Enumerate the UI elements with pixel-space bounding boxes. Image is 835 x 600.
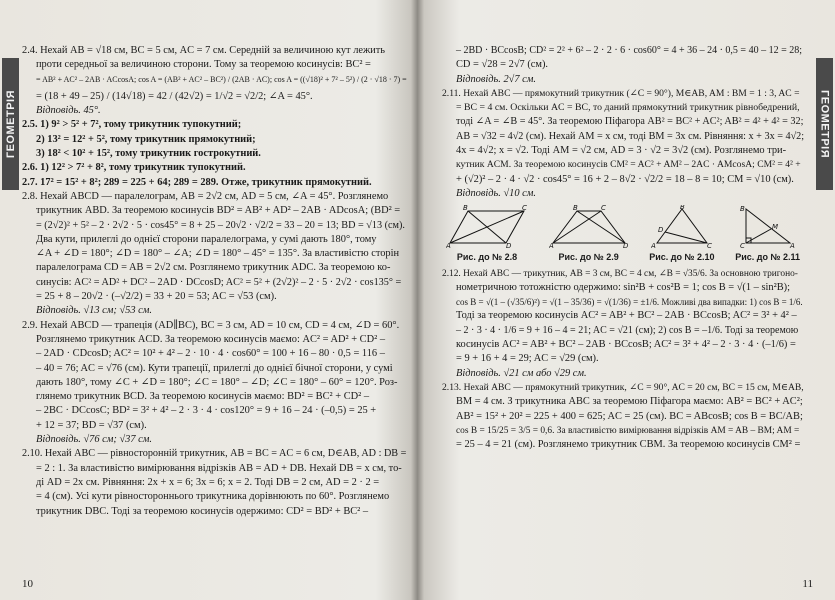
svg-text:C: C [739, 242, 745, 250]
text-line: – 2 · 3 · 4 · 1/6 = 9 + 16 – 4 = 21; AC = √21 (см); 2) cos B = –1/6. Тоді за теоремою [456, 324, 799, 336]
right-page-text [442, 44, 804, 452]
left-page-text [22, 44, 408, 519]
text-line: – 2BD · BCcosB; CD² = 2² + 6² – 2 · 2 · 6 · cos60° = 4 + 36 – 24 · 0,5 = 40 – 12 = 28; [456, 45, 802, 56]
svg-text:D: D [657, 226, 664, 235]
right-triangle-figure [738, 205, 798, 249]
text-line: паралелограма CD = AB = 2√2 см. Розглянемо трикутник ADC. За теоремою ко- [36, 262, 391, 274]
text-line: синусів: AC² = AD² + DC² – 2AD · DCcosD; AC² = 5² + (2√2)² – 2 · 5 · 2√2 · cos135° = [36, 276, 402, 288]
right-page [418, 0, 835, 600]
answer-line: Відповідь. √10 см. [456, 187, 536, 199]
text-line: 2.6. 1) 12² > 7² + 8², тому трикутник тупокутний. [22, 162, 246, 174]
svg-text:C: C [706, 242, 712, 250]
figure-caption: Рис. до № 2.10 [649, 252, 715, 263]
text-line: нометричною тотожністю одержимо: sin²B + cos²B = 1; cos B = √(1 – sin²B); [456, 281, 790, 293]
text-line: AB = √32 = 4√2 (см). Нехай AM = x см, тоді BM = 3x см. Рівняння: x + 3x = 4√2; [456, 130, 805, 142]
text-line: 2.8. Нехай ABCD — паралелограм, AB = 2√2 см, AD = 5 см, ∠A = 45°. Розглянемо [22, 190, 389, 202]
text-line: 2.13. Нехай ABC — прямокутний трикутник, ∠C = 90°, AC = 20 см, BC = 15 см, M∈AB, [442, 381, 804, 393]
text-line: cos B = 15/25 = 3/5 = 0,6. За властивістю вимірювання відрізків AM = AB – BM; AM = [456, 425, 800, 436]
svg-text:A: A [446, 242, 451, 250]
figure-2-11 [735, 205, 800, 264]
text-line: = 9 + 16 + 4 = 29; AC = √29 (см). [456, 353, 599, 365]
svg-text:D: D [506, 242, 512, 250]
text-line: косинусів AC² = AB² + BC² – 2AB · BCcosB; AC² = 3² + 4² – 2 · 3 · 4 · (–1/6) = [456, 339, 796, 351]
text-line: кутник ACM. За теоремою косинусів CM² = AC² + AM² – 2AC · AMcosA; CM² = 4² + [456, 159, 801, 171]
section-tab-label: ГЕОМЕТРІЯ [818, 89, 831, 159]
text-line: – 40 = 76; AC = √76 (см). Кути трапеції, прилеглі до однієї бічної сторони, у сумі [36, 362, 393, 374]
page-number-left: 10 [22, 578, 33, 590]
text-line: + 12 = 37; BD = √37 (см). [36, 419, 147, 431]
text-line: 2.11. Нехай ABC — прямокутний трикутник (∠C = 90°), M∈AB, AM : BM = 1 : 3, AC = [442, 87, 800, 99]
text-line: = 25 – 4 = 21 (см). Розглянемо трикутник CBM. За теоремою косинусів CM² = [456, 439, 801, 451]
text-line: 2.7. 17² = 15² + 8²; 289 = 225 + 64; 289 = 289. Отже, трикутник прямокутний. [22, 176, 372, 188]
answer-line: Відповідь. √13 см; √53 см. [36, 305, 152, 317]
text-line: CD = √28 = 2√7 (см). [456, 59, 549, 71]
answer-line: Відповідь. 2√7 см. [456, 73, 536, 85]
figure-2-8 [446, 205, 528, 264]
figure-caption: Рис. до № 2.9 [558, 252, 619, 263]
svg-text:A: A [789, 242, 795, 250]
text-line: 2.5. 1) 9² > 5² + 7², тому трикутник тупокутний; [22, 119, 242, 131]
text-line: ∠A + ∠D = 180°; ∠D = 180° – ∠A; ∠D = 180° – 45° = 135°. За властивістю сторін [36, 248, 400, 260]
text-line: = AB² + AC² – 2AB · ACcosA; cos A = (AB² + AC² – BC²) / (2AB · AC); cos A = ((√18)² + 7² – 5²) / (2 · √18 · 7) = [36, 74, 407, 84]
parallelogram-figure [446, 205, 528, 249]
text-line: AB² = 15² + 20² = 225 + 400 = 625; AC = 25 (см). BC = ABcosB; cos B = BC/AB; [456, 410, 803, 422]
text-line: = 25 + 8 – 20√2 · (–√2/2) = 33 + 20 = 53; AC = √53 (см). [36, 291, 277, 303]
section-tab-right [816, 58, 833, 190]
text-line: = BC = 4 см. Оскільки AC = BC, то даний прямокутний трикутник рівнобедрений, [456, 102, 800, 114]
answer-line: Відповідь. √76 см; √37 см. [36, 434, 152, 446]
text-line: трикутник DBC. Тоді за теоремою косинусів одержимо: CD² = BD² + BC² – [36, 505, 369, 517]
svg-text:D: D [622, 242, 629, 250]
section-tab-label: ГЕОМЕТРІЯ [4, 89, 17, 159]
figure-caption: Рис. до № 2.8 [456, 252, 518, 263]
text-line: = (18 + 49 – 25) / (14√18) = 42 / (42√2) = 1/√2 = √2/2; ∠A = 45°. [36, 90, 313, 102]
text-line: 4x = 4√2; x = √2. Тоді AM = √2 см, AD = 3 · √2 = 3√2 (см). Розглянемо три- [456, 145, 787, 157]
svg-text:B: B [463, 205, 468, 213]
trapezoid-figure [549, 205, 629, 249]
text-line: = (2√2)² + 5² – 2 · 2√2 · 5 · cos45° = 8 + 25 – 20√2 · √2/2 = 33 – 20 = 13; BD = √13 (см). [36, 219, 405, 231]
text-line: глянемо трикутник BCD. За теоремою косинусів маємо: BD² = BC² + CD² – [36, 391, 370, 403]
text-line: Розглянемо трикутник ACD. За теоремою косинусів маємо: AC² = AD² + CD² – [36, 333, 386, 345]
svg-text:M: M [771, 223, 778, 232]
svg-text:A: A [548, 242, 554, 250]
svg-text:C: C [522, 205, 527, 213]
text-line: = 4 (см). Усі кути рівностороннього трикутника дорівнюють по 60°. Розглянемо [36, 491, 390, 503]
section-tab-left [2, 58, 19, 190]
text-line: дають 180°, тому ∠C + ∠D = 180°; ∠C = 180° – ∠D; ∠C = 180° – 60° = 120°. Роз- [36, 376, 398, 388]
text-line: тоді ∠A = ∠B = 45°. За теоремою Піфагора AB² = BC² + AC²; AB² = 4² + 4² = 32; [456, 116, 804, 128]
text-line: 2) 13² = 12² + 5², тому трикутник прямокутний; [36, 133, 256, 145]
text-line: Два кути, прилеглі до однієї сторони паралелограма, у сумі дають 180°, тому [36, 233, 377, 245]
svg-text:B: B [679, 205, 685, 212]
text-line: 2.9. Нехай ABCD — трапеція (AD∥BC), BC = 3 см, AD = 10 см, CD = 4 см, ∠D = 60°. [22, 319, 400, 331]
text-line: 2.12. Нехай ABC — трикутник, AB = 3 см, BC = 4 см, ∠B = √35/6. За основною тригоно- [442, 268, 798, 279]
text-line: BM = 4 см. З трикутника ABC за теоремою Піфагора маємо: AB² = BC² + AC²; [456, 396, 803, 408]
figures-row [442, 205, 804, 264]
figure-2-9 [549, 205, 629, 264]
text-line: + (√2)² – 2 · 4 · √2 · cos45° = 16 + 2 – 8√2 · √2/2 = 18 – 8 = 10; CM = √10 (см). [456, 173, 794, 185]
text-line: ді AD = 2x см. Рівняння: 2x + x = 6; 3x = 6; x = 2. Тоді DB = 2 см, AD = 2 · 2 = [36, 476, 380, 488]
svg-text:B: B [572, 205, 578, 213]
text-line: Тоді за теоремою косинусів AC² = AB² + BC² – 2AB · BCcosB; AC² = 3² + 4² – [456, 310, 797, 322]
svg-text:A: A [650, 242, 656, 250]
equilateral-triangle-figure [651, 205, 713, 249]
figure-2-10 [649, 205, 714, 264]
svg-text:C: C [600, 205, 606, 213]
text-line: 3) 18² < 10² + 15², тому трикутник гострокутний. [36, 148, 261, 160]
svg-text:B: B [739, 205, 745, 214]
text-line: = 2 : 1. За властивістю вимірювання відрізків AB = AD + DB. Нехай DB = x см, то- [36, 462, 402, 474]
text-line: – 2AD · CDcosD; AC² = 10² + 4² – 2 · 10 · 4 · cos60° = 100 + 16 – 80 · 0,5 = 116 – [36, 348, 385, 360]
text-line: cos B = √(1 – (√35/6)²) = √(1 – 35/36) = √(1/36) = ±1/6. Можливі два випадки: 1) cos B = 1/6. [456, 297, 803, 308]
figure-caption: Рис. до № 2.11 [735, 252, 800, 263]
text-line: проти середньої за величиною сторони. Тому за теоремою косинусів: BC² = [36, 59, 371, 71]
page-number-right: 11 [802, 578, 813, 590]
text-line: 2.10. Нехай ABC — рівносторонній трикутник, AB = BC = AC = 6 см, D∈AB, AD : DB = [22, 448, 407, 460]
answer-line: Відповідь. 45°. [36, 105, 101, 117]
answer-line: Відповідь. √21 см або √29 см. [456, 367, 587, 379]
text-line: трикутник ABD. За теоремою косинусів BD² = AB² + AD² – 2AB · ADcosA; (BD² = [36, 205, 401, 217]
text-line: 2.4. Нехай AB = √18 см, BC = 5 см, AC = 7 см. Середній за величиною кут лежить [22, 45, 386, 56]
text-line: – 2BC · DCcosC; BD² = 3² + 4² – 2 · 3 · 4 · cos120° = 9 + 16 – 24 · (–0,5) = 25 + [36, 405, 377, 417]
